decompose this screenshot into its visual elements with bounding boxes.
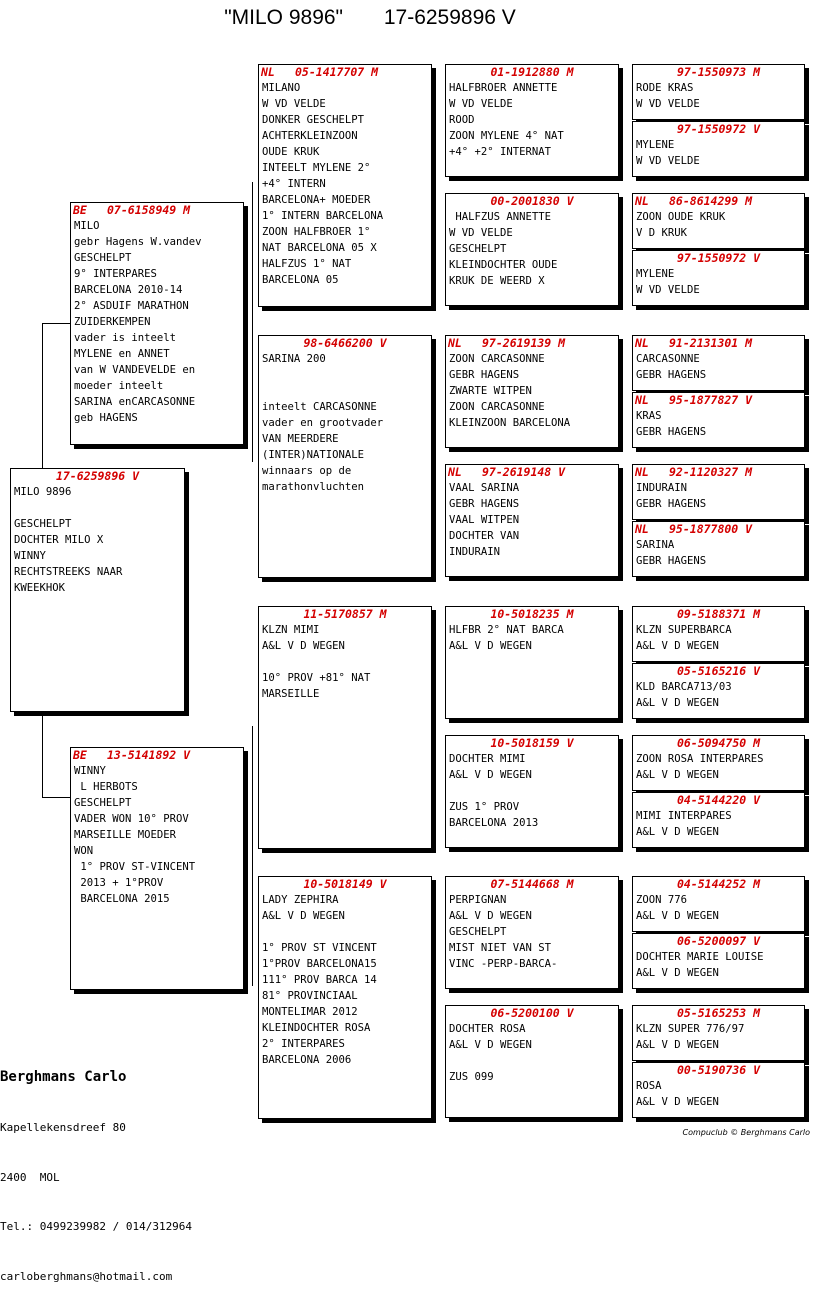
ring-header xyxy=(633,607,804,621)
pigeon-description: SARINA GEBR HAGENS xyxy=(636,539,707,567)
ring-header xyxy=(446,877,618,891)
ring-number: 04-5144252 M xyxy=(676,877,761,891)
footer-credit: Compuclub © Berghmans Carlo xyxy=(682,1128,810,1137)
ring-header xyxy=(633,522,804,536)
ring-header xyxy=(259,607,431,621)
connector-line xyxy=(252,726,253,986)
great-great-grandparent-box xyxy=(632,335,805,391)
ring-header xyxy=(259,877,431,891)
great-great-grandparent-box xyxy=(632,1062,805,1118)
ring-header xyxy=(633,1063,804,1077)
ring-number: 86-8614299 M xyxy=(669,194,753,208)
ring-number: 06-5200100 V xyxy=(490,1006,574,1020)
pigeon-description: MYLENE W VD VELDE xyxy=(636,139,700,167)
ring-header xyxy=(446,194,618,208)
ring-header xyxy=(633,736,804,750)
country-code: NL xyxy=(635,522,649,536)
country-code: NL xyxy=(448,465,462,479)
ring-header xyxy=(633,1006,804,1020)
pigeon-description: KLZN MIMI A&L V D WEGEN 10° PROV +81° NAT MARSEILLE xyxy=(262,624,371,700)
owner-block xyxy=(0,1034,192,1302)
ring-header xyxy=(446,336,618,350)
country-code: NL xyxy=(635,393,649,407)
pigeon-description: DOCHTER MARIE LOUISE A&L V D WEGEN xyxy=(636,951,764,979)
pigeon-description: LADY ZEPHIRA A&L V D WEGEN 1° PROV ST VINCENT 1°PROV BARCELONA15 111° PROV BARCA 14 81° PROVINCIAAL MONTELIMAR 2012 KLEINDOCHTER ROSA 2° INTERPARES BARCELONA 2006 xyxy=(262,894,377,1066)
pigeon-description: SARINA 200 inteelt CARCASONNE vader en grootvader VAN MEERDERE (INTER)NATIONALE winnaars op de marathonvluchten xyxy=(262,353,384,493)
pigeon-description: MILANO W VD VELDE DONKER GESCHELPT ACHTERKLEINZOON OUDE KRUK INTEELT MYLENE 2° +4° INTERN BARCELONA+ MOEDER 1° INTERN BARCELONA ZOON HALFBROER 1° NAT BARCELONA 05 X HALFZUS 1° NAT BARCELONA 05 xyxy=(262,82,384,286)
great-great-grandparent-box xyxy=(632,392,805,448)
country-code: NL xyxy=(635,194,649,208)
pigeon-description: HALFBROER ANNETTE W VD VELDE ROOD ZOON MYLENE 4° NAT +4° +2° INTERNAT xyxy=(449,82,564,158)
great-grandparent-box xyxy=(445,1005,619,1118)
great-great-grandparent-box xyxy=(632,121,805,177)
great-grandparent-box xyxy=(445,64,619,177)
ring-number: 95-1877800 V xyxy=(669,522,753,536)
ring-header xyxy=(633,465,804,479)
owner-name: Berghmans Carlo xyxy=(0,1069,127,1085)
ring-header xyxy=(633,336,804,350)
grandparent-box xyxy=(258,64,432,307)
ring-number: 11-5170857 M xyxy=(303,607,387,621)
grandparent-box xyxy=(258,335,432,578)
great-great-grandparent-box xyxy=(632,193,805,249)
pigeon-description: DOCHTER MIMI A&L V D WEGEN ZUS 1° PROV BARCELONA 2013 xyxy=(449,753,539,829)
ring-number: 04-5144220 V xyxy=(676,793,761,807)
owner-phone: Tel.: 0499239982 / 014/312964 xyxy=(0,1220,193,1233)
ring-number: 91-2131301 M xyxy=(669,336,753,350)
ring-number: 00-2001830 V xyxy=(490,194,574,208)
country-code: NL xyxy=(448,336,462,350)
ring-header xyxy=(633,251,804,265)
ring-header xyxy=(446,607,618,621)
country-code: BE xyxy=(73,203,87,217)
ring-number: 07-5144668 M xyxy=(490,877,574,891)
pigeon-description: VAAL SARINA GEBR HAGENS VAAL WITPEN DOCHTER VAN INDURAIN xyxy=(449,482,520,558)
connector-line xyxy=(42,323,72,324)
owner-street: Kapellekensdreef 80 xyxy=(0,1121,126,1134)
pigeon-description: MILO 9896 GESCHELPT DOCHTER MILO X WINNY RECHTSTREEKS NAAR KWEEKHOK xyxy=(14,486,123,594)
great-grandparent-box xyxy=(445,464,619,577)
connector-line xyxy=(42,323,43,469)
ring-header xyxy=(71,748,243,762)
pigeon-description: KLZN SUPER 776/97 A&L V D WEGEN xyxy=(636,1023,745,1051)
country-code: NL xyxy=(635,336,649,350)
ring-number: 00-5190736 V xyxy=(676,1063,761,1077)
ring-header xyxy=(633,934,804,948)
ring-number: 05-1417707 M xyxy=(295,65,379,79)
great-grandparent-box xyxy=(445,735,619,848)
great-great-grandparent-box xyxy=(632,792,805,848)
ring-number: 01-1912880 M xyxy=(490,65,574,79)
ring-number: 07-6158949 M xyxy=(107,203,191,217)
ring-number: 97-2619148 V xyxy=(482,465,566,479)
ring-header xyxy=(71,203,243,217)
great-great-grandparent-box xyxy=(632,521,805,577)
grandparent-box xyxy=(258,876,432,1119)
ring-header xyxy=(633,194,804,208)
page-title: "MILO 9896" 17-6259896 V xyxy=(224,6,516,29)
great-grandparent-box xyxy=(445,335,619,448)
pigeon-description: PERPIGNAN A&L V D WEGEN GESCHELPT MIST NIET VAN ST VINC -PERP-BARCA- xyxy=(449,894,558,970)
ring-number: 98-6466200 V xyxy=(303,336,387,350)
great-great-grandparent-box xyxy=(632,735,805,791)
ring-number: 97-2619139 M xyxy=(482,336,566,350)
great-great-grandparent-box xyxy=(632,250,805,306)
ring-number: 10-5018149 V xyxy=(303,877,387,891)
pigeon-description: INDURAIN GEBR HAGENS xyxy=(636,482,707,510)
ring-number: 06-5200097 V xyxy=(676,934,761,948)
ring-header xyxy=(633,877,804,891)
ring-header xyxy=(633,122,804,136)
ring-number: 06-5094750 M xyxy=(676,736,761,750)
pigeon-description: RODE KRAS W VD VELDE xyxy=(636,82,700,110)
ring-header xyxy=(446,65,618,79)
great-great-grandparent-box xyxy=(632,933,805,989)
country-code: NL xyxy=(635,465,649,479)
mother-box xyxy=(70,747,244,990)
ring-number: 10-5018235 M xyxy=(490,607,574,621)
ring-number: 97-1550972 V xyxy=(676,251,761,265)
grandparent-box xyxy=(258,606,432,849)
pigeon-description: ROSA A&L V D WEGEN xyxy=(636,1080,719,1108)
ring-header xyxy=(11,469,184,483)
ring-number: 09-5188371 M xyxy=(676,607,761,621)
ring-number: 97-1550973 M xyxy=(676,65,761,79)
great-great-grandparent-box xyxy=(632,464,805,520)
country-code: NL xyxy=(261,65,275,79)
pigeon-description: ZOON OUDE KRUK V D KRUK xyxy=(636,211,726,239)
pigeon-description: KLZN SUPERBARCA A&L V D WEGEN xyxy=(636,624,732,652)
ring-number: 10-5018159 V xyxy=(490,736,574,750)
pigeon-description: HALFZUS ANNETTE W VD VELDE GESCHELPT KLEINDOCHTER OUDE KRUK DE WEERD X xyxy=(449,211,558,287)
ring-number: 13-5141892 V xyxy=(107,748,191,762)
ring-header xyxy=(259,336,431,350)
ring-number: 05-5165253 M xyxy=(676,1006,761,1020)
connector-line xyxy=(42,712,43,797)
great-great-grandparent-box xyxy=(632,876,805,932)
ring-number: 95-1877827 V xyxy=(669,393,753,407)
great-grandparent-box xyxy=(445,876,619,989)
ring-header xyxy=(633,65,804,79)
subject-box xyxy=(10,468,185,712)
great-great-grandparent-box xyxy=(632,606,805,662)
father-box xyxy=(70,202,244,445)
pigeon-description: ZOON ROSA INTERPARES A&L V D WEGEN xyxy=(636,753,764,781)
great-great-grandparent-box xyxy=(632,663,805,719)
great-great-grandparent-box xyxy=(632,1005,805,1061)
pigeon-description: KLD BARCA713/03 A&L V D WEGEN xyxy=(636,681,732,709)
pigeon-description: WINNY L HERBOTS GESCHELPT VADER WON 10° PROV MARSEILLE MOEDER WON 1° PROV ST-VINCENT 2013 + 1°PROV BARCELONA 2015 xyxy=(74,765,196,905)
connector-line xyxy=(252,182,253,462)
ring-header xyxy=(446,736,618,750)
pigeon-description: MILO gebr Hagens W.vandev GESCHELPT 9° INTERPARES BARCELONA 2010-14 2° ASDUIF MARATHON ZUIDERKEMPEN vader is inteelt MYLENE en ANNET van W VANDEVELDE en moeder inteelt SARINA enCARCASONNE geb HAGENS xyxy=(74,220,202,424)
owner-city: 2400 MOL xyxy=(0,1170,60,1184)
ring-number: 17-6259896 V xyxy=(55,469,140,483)
pigeon-description: ZOON CARCASONNE GEBR HAGENS ZWARTE WITPEN ZOON CARCASONNE KLEINZOON BARCELONA xyxy=(449,353,571,429)
ring-header xyxy=(446,465,618,479)
ring-number: 92-1120327 M xyxy=(669,465,753,479)
pigeon-description: DOCHTER ROSA A&L V D WEGEN ZUS 099 xyxy=(449,1023,532,1083)
ring-number: 97-1550972 V xyxy=(676,122,761,136)
great-grandparent-box xyxy=(445,193,619,306)
country-code: BE xyxy=(73,748,87,762)
ring-header xyxy=(259,65,431,79)
owner-email: carloberghmans@hotmail.com xyxy=(0,1269,173,1283)
ring-header xyxy=(446,1006,618,1020)
pigeon-description: MYLENE W VD VELDE xyxy=(636,268,700,296)
pigeon-description: ZOON 776 A&L V D WEGEN xyxy=(636,894,719,922)
pigeon-description: CARCASONNE GEBR HAGENS xyxy=(636,353,707,381)
pigeon-description: HLFBR 2° NAT BARCA A&L V D WEGEN xyxy=(449,624,564,652)
pigeon-description: MIMI INTERPARES A&L V D WEGEN xyxy=(636,810,732,838)
pigeon-description: KRAS GEBR HAGENS xyxy=(636,410,707,438)
ring-header xyxy=(633,793,804,807)
ring-number: 05-5165216 V xyxy=(676,664,761,678)
connector-line xyxy=(42,797,72,798)
great-grandparent-box xyxy=(445,606,619,719)
great-great-grandparent-box xyxy=(632,64,805,120)
ring-header xyxy=(633,664,804,678)
ring-header xyxy=(633,393,804,407)
